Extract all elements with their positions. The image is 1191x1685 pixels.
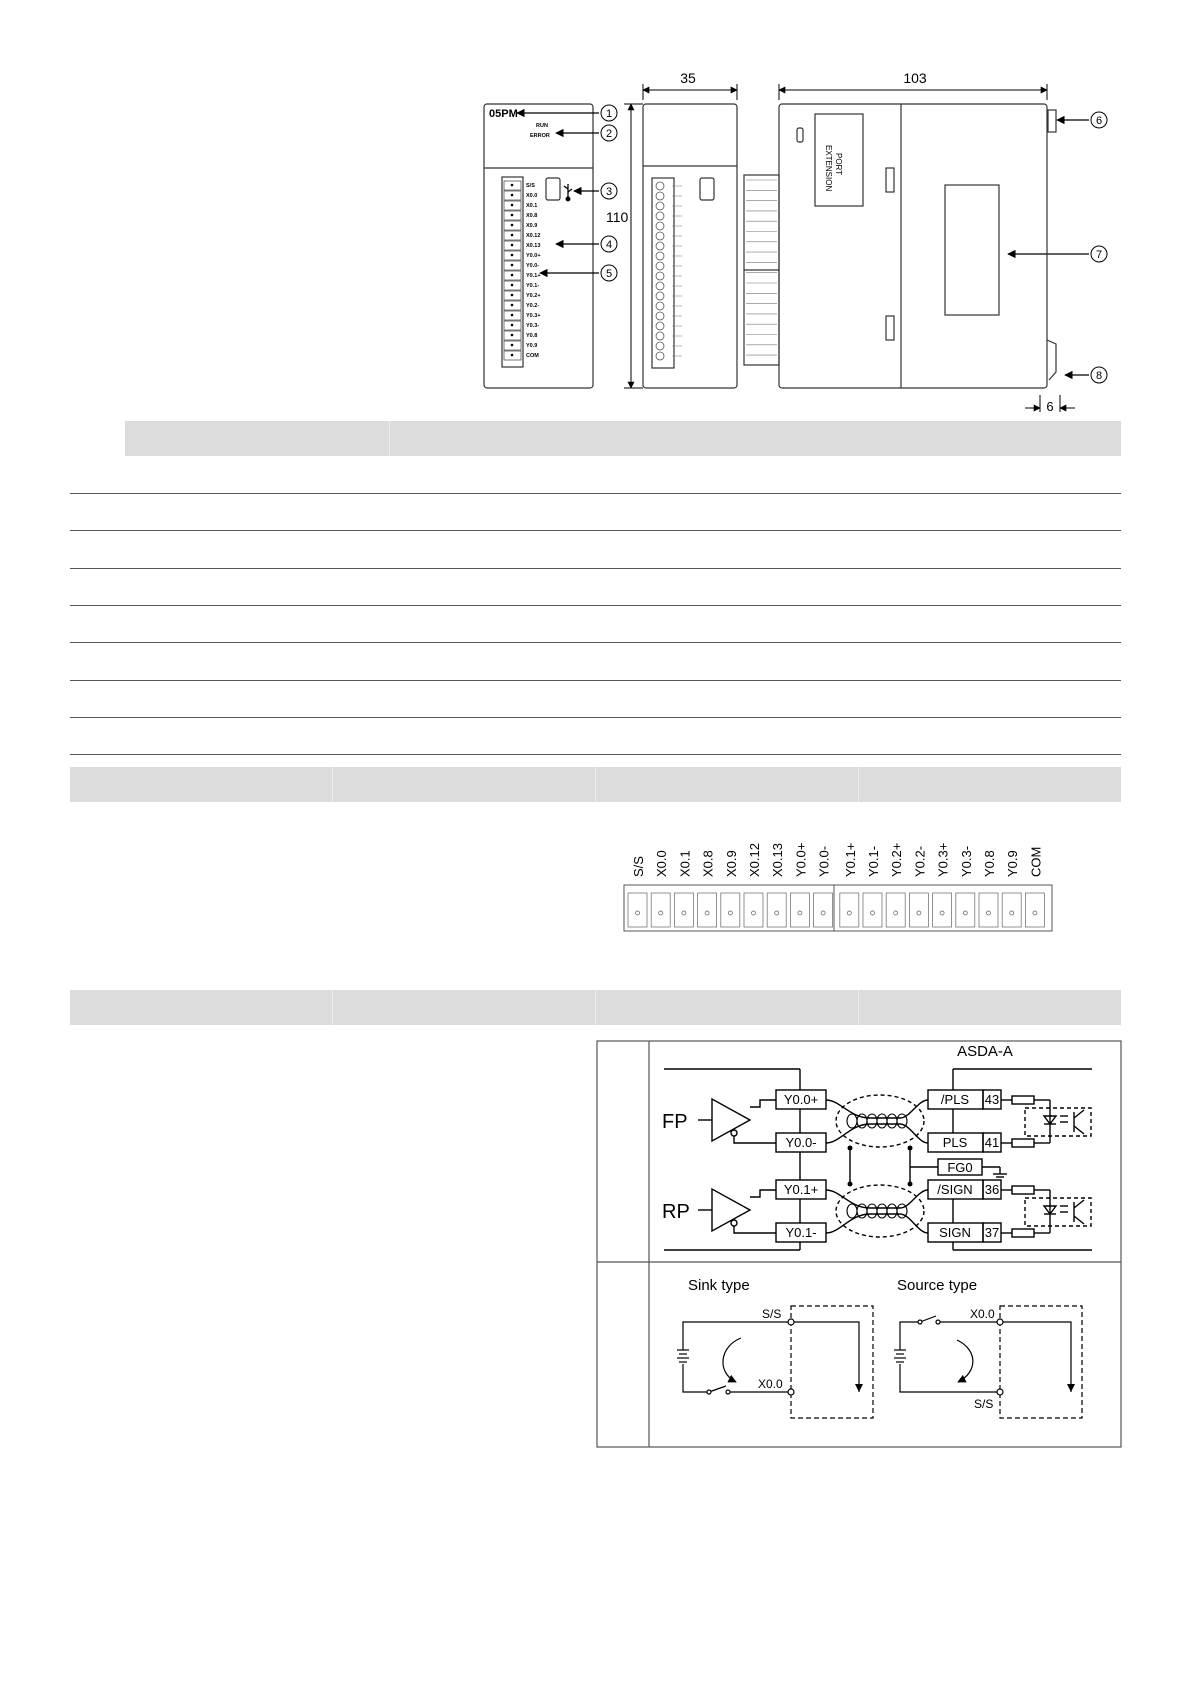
terminal-strip-label: Y0.1-: [866, 845, 881, 877]
terminal-label: Y0.9: [526, 343, 538, 349]
terminal-cell: [721, 893, 740, 927]
terminal-strip-label: X0.1: [677, 850, 693, 877]
svg-text:S/S: S/S: [974, 1397, 994, 1411]
dimension-lines: [624, 84, 1075, 412]
svg-text:37: 37: [984, 1225, 1000, 1240]
terminal-strip-label: Y0.1+: [842, 842, 858, 877]
svg-text:Y0.1-: Y0.1-: [785, 1225, 817, 1240]
svg-text:2: 2: [605, 128, 613, 140]
terminal-label: Y0.3+: [526, 313, 541, 319]
terminal-cell: [956, 893, 975, 927]
terminal-screw: [656, 282, 664, 290]
terminal-strip-label: X0.0: [654, 850, 670, 877]
error-led-label: ERROR: [530, 133, 550, 139]
dim-width: 35: [680, 70, 696, 86]
terminal-label: X0.8: [526, 213, 538, 219]
terminal-label: Y0.3-: [526, 323, 540, 329]
svg-text:Y0.0+: Y0.0+: [783, 1092, 819, 1107]
terminal-label: Y0.0+: [526, 253, 541, 259]
terminal-label: X0.13: [526, 243, 541, 249]
terminal-screw: [656, 302, 664, 310]
terminal-cell: [651, 893, 670, 927]
svg-text:X0.0: X0.0: [758, 1377, 783, 1391]
terminal-cell: [1025, 893, 1044, 927]
terminal-screw: [656, 242, 664, 250]
terminal-screw: [656, 202, 664, 210]
terminal-label: Y0.0-: [526, 263, 540, 269]
svg-text:7: 7: [1095, 249, 1103, 261]
terminal-strip-label: Y0.0+: [793, 842, 809, 877]
dim-rail: 6: [1046, 399, 1054, 414]
terminal-cell: [840, 893, 859, 927]
svg-text:43: 43: [984, 1092, 1000, 1107]
fp-label: FP: [662, 1111, 688, 1133]
sink-source-diagram: [677, 1306, 1082, 1418]
terminal-cell: [744, 893, 763, 927]
terminal-strip-label: X0.12: [747, 843, 762, 877]
svg-text:8: 8: [1095, 370, 1103, 382]
terminal-label: Y0.2-: [526, 303, 540, 309]
svg-text:36: 36: [984, 1182, 1000, 1197]
terminal-label: X0.1: [526, 203, 538, 209]
front-terminal-labels: [526, 183, 541, 359]
terminal-strip-label: S/S: [631, 856, 646, 877]
terminal-screw: [656, 342, 664, 350]
svg-text:41: 41: [984, 1135, 1000, 1150]
terminal-screw: [656, 232, 664, 240]
svg-text:SIGN: SIGN: [939, 1225, 971, 1240]
run-led-label: RUN: [536, 123, 548, 129]
rp-label: RP: [662, 1201, 690, 1223]
pulse-wiring-diagram: [664, 1069, 1092, 1250]
front-view-screws: [656, 182, 682, 360]
sink-type-title: Sink type: [688, 1277, 750, 1294]
terminal-screw: [656, 322, 664, 330]
terminal-strip-label: COM: [1028, 846, 1044, 877]
terminal-strip-label: X0.13: [770, 843, 786, 877]
terminal-cell: [674, 893, 693, 927]
terminal-label: COM: [526, 353, 539, 359]
terminal-screw: [656, 222, 664, 230]
terminal-strip-label: Y0.0-: [816, 845, 832, 877]
terminal-label: X0.9: [526, 223, 538, 229]
terminal-cell: [698, 893, 717, 927]
terminal-label: X0.12: [526, 233, 541, 239]
svg-text:Y0.0-: Y0.0-: [785, 1135, 817, 1150]
terminal-strip-label: Y0.2+: [889, 842, 905, 877]
terminal-label: X0.0: [526, 193, 538, 199]
terminal-strip-label: Y0.9: [1005, 850, 1021, 877]
terminal-screw: [656, 252, 664, 260]
terminal-strip: [624, 885, 1052, 931]
terminal-strip-labels: [631, 843, 1043, 877]
dim-height: 110: [606, 209, 629, 225]
terminal-screw: [656, 262, 664, 270]
terminal-strip-label: Y0.3-: [958, 845, 974, 877]
terminal-cell: [1002, 893, 1021, 927]
side-terminal-ribs: [746, 180, 777, 355]
plc-pin-labels: [784, 1092, 818, 1240]
terminal-label: Y0.2+: [526, 293, 541, 299]
model-label: 05PM: [489, 108, 518, 120]
flow-arrowheads: [855, 1384, 1075, 1392]
svg-text:4: 4: [605, 239, 613, 251]
svg-text:Y0.1+: Y0.1+: [783, 1182, 819, 1197]
svg-text:X0.0: X0.0: [970, 1307, 995, 1321]
terminal-screw: [656, 182, 664, 190]
terminal-strip-label: X0.8: [700, 850, 716, 877]
terminal-strip-label: Y0.3+: [935, 842, 951, 877]
svg-text:1: 1: [605, 108, 613, 120]
svg-text:FG0: FG0: [947, 1160, 973, 1175]
terminal-screw: [656, 292, 664, 300]
terminal-label: Y0.1+: [526, 273, 541, 279]
terminal-cell: [628, 893, 647, 927]
svg-text:3: 3: [605, 186, 613, 198]
terminal-cell: [909, 893, 928, 927]
terminal-screw: [656, 352, 664, 360]
terminal-cell: [863, 893, 882, 927]
extension-port-label: EXTENSION PORT: [824, 145, 843, 192]
source-type-title: Source type: [897, 1277, 978, 1294]
drive-pin-labels: [937, 1092, 999, 1240]
terminal-screw: [656, 192, 664, 200]
terminal-screw: [656, 272, 664, 280]
terminal-screw: [656, 332, 664, 340]
terminal-screw: [656, 212, 664, 220]
terminal-cell: [767, 893, 786, 927]
terminal-strip-label: Y0.8: [982, 850, 997, 877]
dim-depth: 103: [903, 70, 927, 86]
svg-text:/SIGN: /SIGN: [937, 1182, 973, 1197]
terminal-strip-cells: [628, 893, 1044, 927]
front-terminal-screws: [504, 181, 521, 360]
terminal-cell: [979, 893, 998, 927]
terminal-screw: [656, 312, 664, 320]
terminal-strip-label: X0.9: [723, 850, 739, 877]
terminal-strip-label: Y0.2-: [912, 845, 928, 877]
terminal-label: Y0.8: [526, 333, 538, 339]
terminal-cell: [790, 893, 809, 927]
svg-text:6: 6: [1095, 115, 1103, 127]
callout-numbers: [601, 105, 1107, 383]
terminal-cell: [933, 893, 952, 927]
terminal-label: Y0.1-: [526, 283, 540, 289]
terminal-label: S/S: [526, 183, 535, 189]
junction-dots: [848, 1146, 913, 1187]
terminal-cell: [886, 893, 905, 927]
drive-model-label: ASDA-A: [957, 1043, 1013, 1060]
side-view-module: [744, 104, 1056, 388]
front-view-dimensioned: [643, 104, 737, 388]
terminal-cell: [814, 893, 833, 927]
usb-icon: [564, 184, 572, 201]
svg-text:/PLS: /PLS: [940, 1092, 970, 1107]
svg-text:PLS: PLS: [942, 1135, 968, 1150]
svg-text:S/S: S/S: [762, 1307, 782, 1321]
svg-text:5: 5: [605, 268, 613, 280]
